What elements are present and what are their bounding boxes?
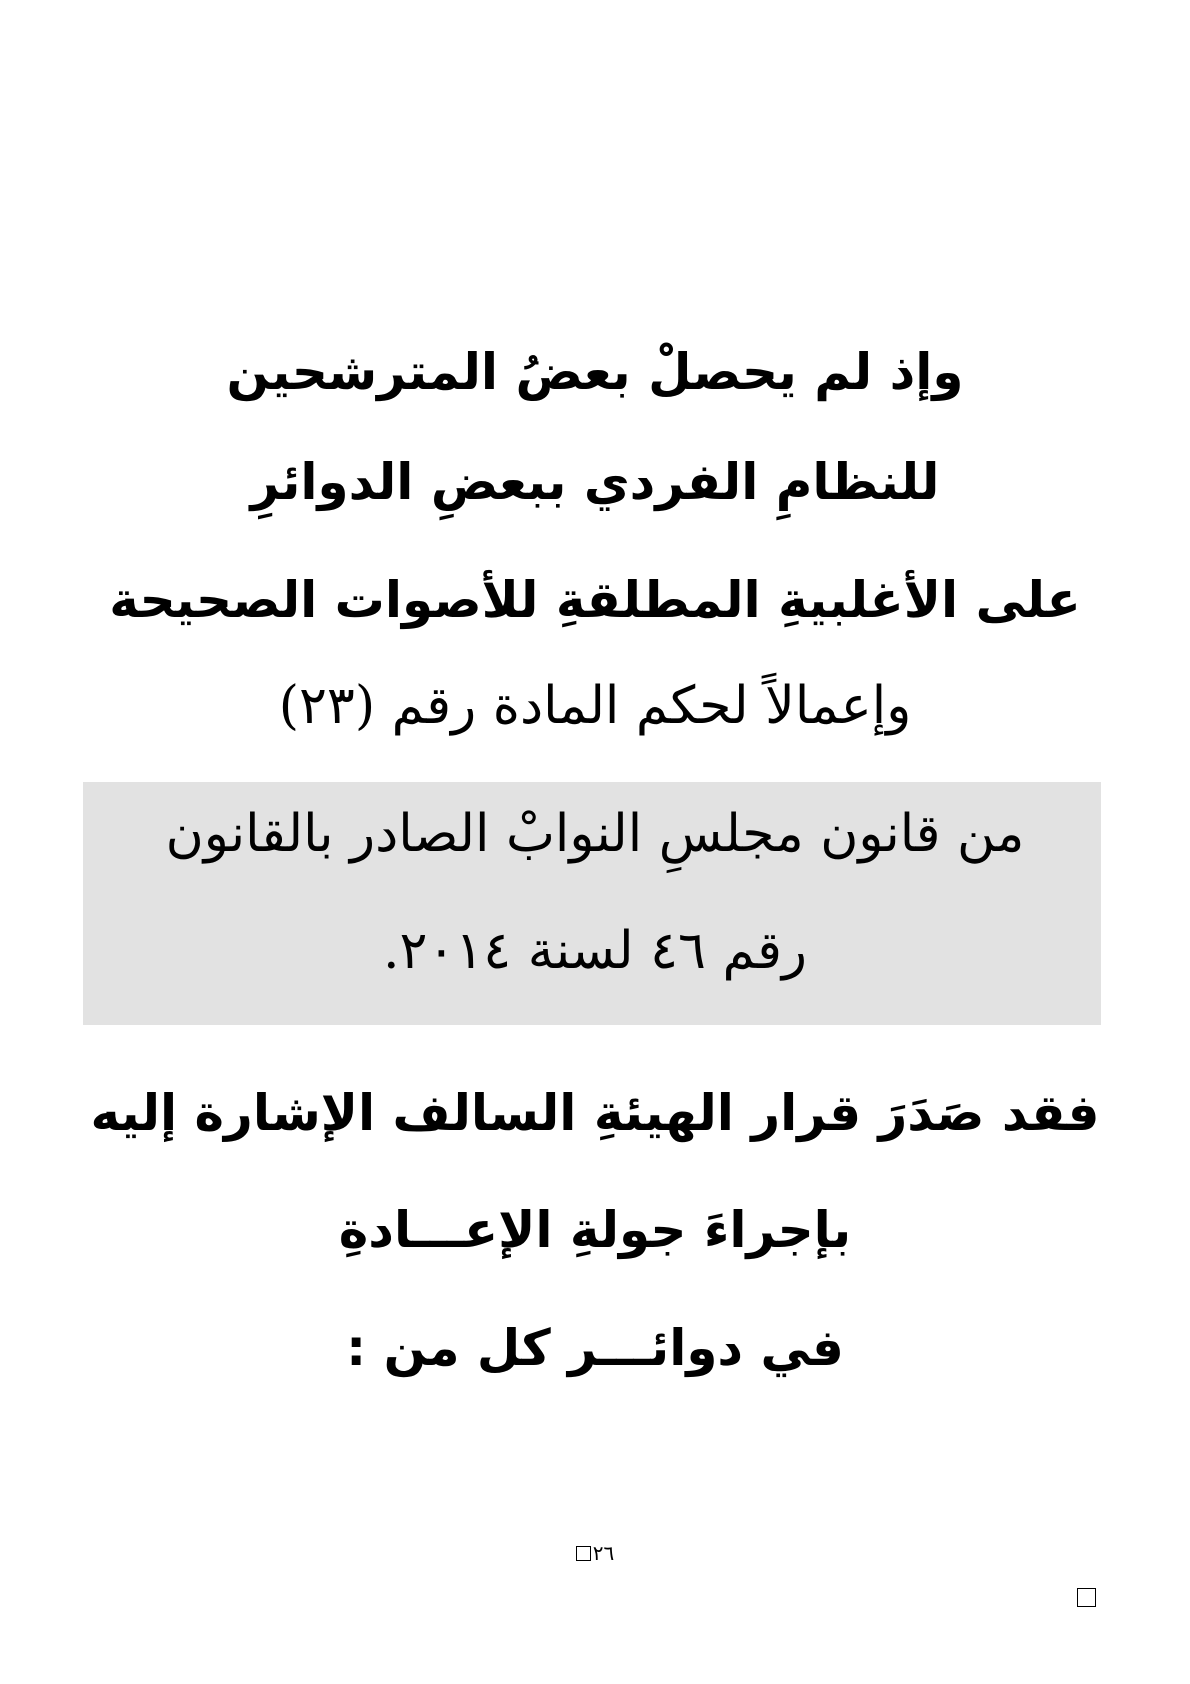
text-line-3: على الأغلبيةِ المطلقةِ للأصوات الصحيحة: [109, 571, 1081, 629]
page-number-text: ٢٦: [592, 1541, 615, 1565]
text-line-1: وإذ لم يحصلْ بعضُ المترشحين: [226, 343, 964, 401]
corner-box-icon: [1077, 1588, 1096, 1607]
highlighted-line-2: رقم ٤٦ لسنة ٢٠١٤.: [382, 921, 808, 981]
highlighted-line-1: من قانون مجلسِ النوابْ الصادر بالقانون: [165, 804, 1025, 864]
closing-line-1: فقد صَدَرَ قرار الهيئةِ السالف الإشارة إليه: [90, 1084, 1100, 1142]
text-line-2: للنظامِ الفردي ببعضِ الدوائرِ: [250, 453, 940, 511]
text-line-4: وإعمالاً لحكم المادة رقم (٢٣): [278, 676, 912, 736]
closing-line-3: في دوائـــر كل من :: [346, 1319, 844, 1377]
page-number-box-icon: [576, 1546, 591, 1561]
page-number: [555, 1540, 635, 1566]
closing-line-2: بإجراءَ جولةِ الإعـــادةِ: [338, 1201, 852, 1259]
